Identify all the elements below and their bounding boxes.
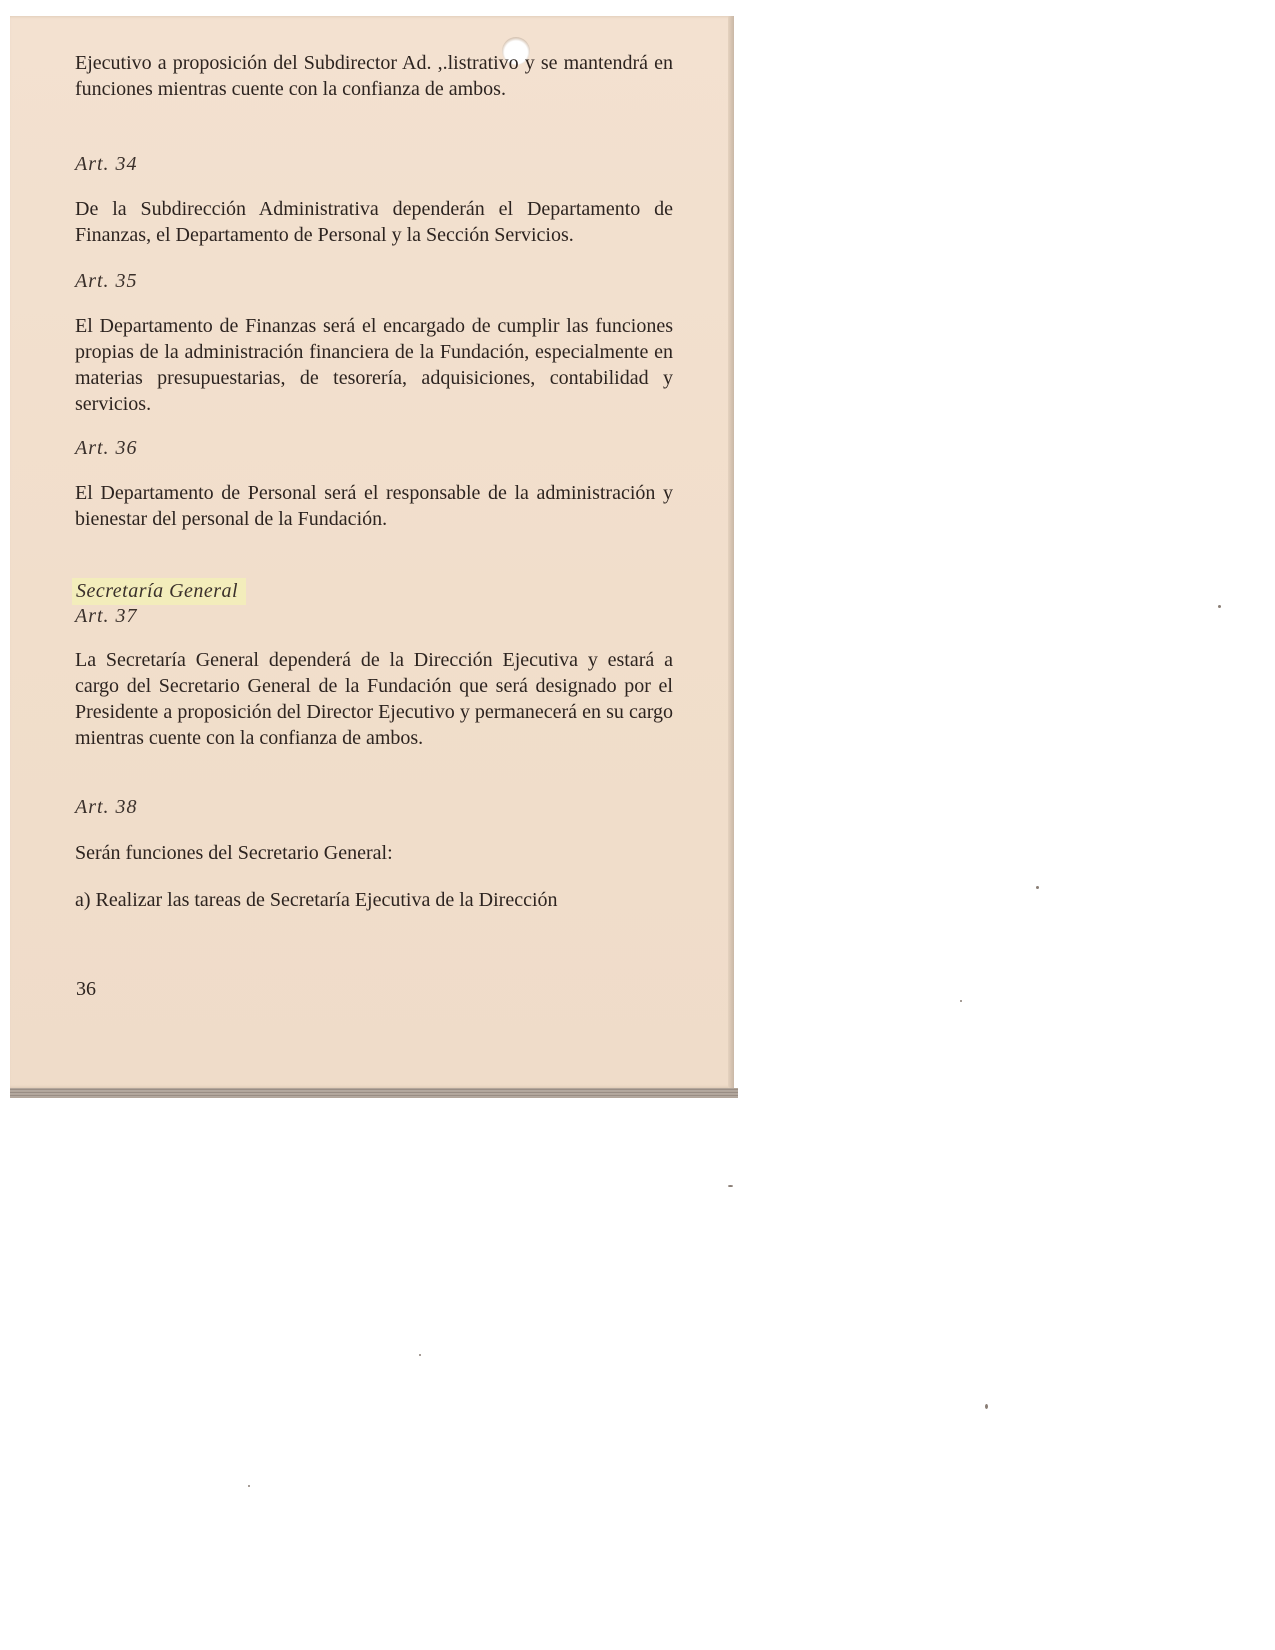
scan-speck bbox=[1218, 605, 1221, 608]
article-38-label: Art. 38 bbox=[75, 796, 138, 818]
list-item-a: a) Realizar las tareas de Secretaría Ejecutiva de la Dirección bbox=[75, 889, 558, 911]
scan-speck bbox=[985, 1404, 988, 1409]
page-bottom-edge bbox=[10, 1088, 738, 1098]
scan-speck bbox=[960, 1000, 962, 1002]
article-35-label: Art. 35 bbox=[75, 270, 138, 292]
article-36-text: El Departamento de Personal será el responsable de la administración y bienestar del personal de la Fundación. bbox=[75, 482, 673, 530]
page-number: 36 bbox=[76, 978, 96, 1000]
section-heading: Secretaría General bbox=[72, 578, 246, 605]
scan-speck bbox=[248, 1485, 250, 1487]
article-35-text: El Departamento de Finanzas será el encargado de cumplir las funciones propias de la administración financiera de la Fundación, especialmente en materias presupuestarias, de tesorería, adquisiciones, contabilidad y servicios. bbox=[75, 315, 673, 415]
page-right-edge bbox=[728, 16, 734, 1094]
article-34-label: Art. 34 bbox=[75, 153, 138, 175]
article-36-label: Art. 36 bbox=[75, 437, 138, 459]
scan-speck bbox=[419, 1354, 421, 1356]
article-37-label: Art. 37 bbox=[75, 605, 138, 627]
scanned-page bbox=[10, 16, 734, 1088]
scan-speck bbox=[728, 1185, 733, 1187]
continuation-paragraph: Ejecutivo a proposición del Subdirector Ad. ,.listrativo y se mantendrá en funciones mientras cuente con la confianza de ambos. bbox=[75, 52, 673, 100]
article-38-intro: Serán funciones del Secretario General: bbox=[75, 842, 393, 864]
article-37-text: La Secretaría General dependerá de la Dirección Ejecutiva y estará a cargo del Secretario General de la Fundación que será designado por el Presidente a proposición del Director Ejecutivo y permanecerá en su cargo mientras cuente con la confianza de ambos. bbox=[75, 649, 673, 749]
article-34-text: De la Subdirección Administrativa dependerán el Departamento de Finanzas, el Departamento de Personal y la Sección Servicios. bbox=[75, 198, 673, 246]
scan-speck bbox=[1036, 886, 1039, 889]
